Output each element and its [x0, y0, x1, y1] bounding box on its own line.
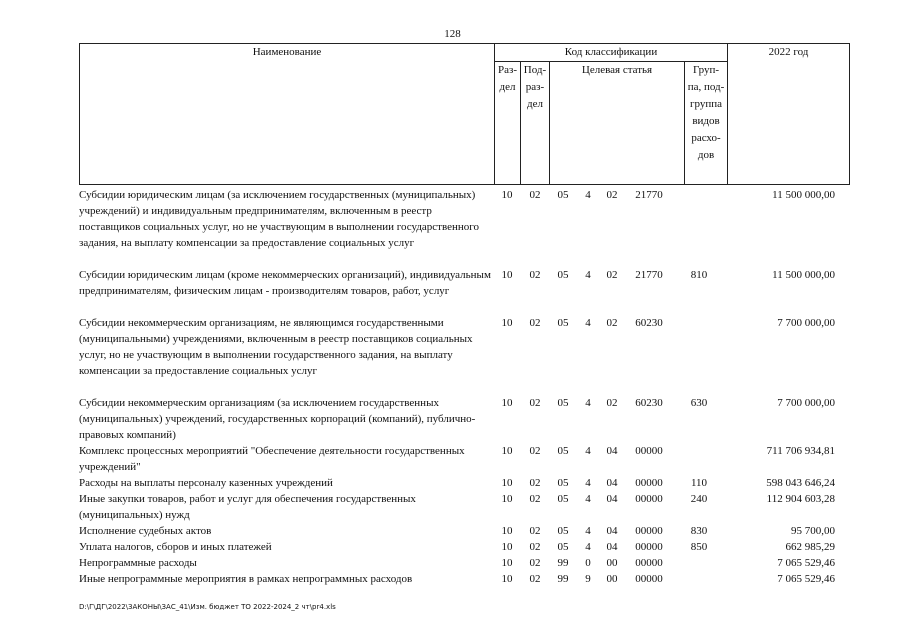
table-row — [79, 555, 845, 571]
table-row — [79, 187, 845, 267]
section-code: 10 — [501, 189, 513, 201]
target-program: 05 — [557, 317, 569, 329]
expense-group: 850 — [690, 541, 708, 553]
amount-2022: 7 700 000,00 — [777, 397, 835, 409]
target-event: 04 — [606, 525, 618, 537]
target-direction: 00000 — [635, 477, 663, 489]
target-program: 99 — [557, 573, 569, 585]
row-name: Исполнение судебных актов — [79, 525, 212, 537]
subsection-code: 02 — [529, 525, 541, 537]
expense-group: 810 — [690, 269, 708, 281]
subsection-code: 02 — [529, 269, 541, 281]
target-event: 02 — [606, 397, 618, 409]
file-path: D:\Г\ДГ\2022\ЗАКОНЫ\ЗАС_41\Изм. бюджет ТО 2022-2024_2 чт\pr4.xls — [79, 603, 336, 611]
section-code: 10 — [501, 493, 513, 505]
amount-2022: 598 043 646,24 — [766, 477, 835, 489]
table-row — [79, 443, 845, 475]
section-code: 10 — [501, 397, 513, 409]
table-header — [79, 43, 850, 185]
section-code: 10 — [501, 573, 513, 585]
header-subsection: Под- раз- дел — [521, 62, 550, 185]
target-direction: 00000 — [635, 525, 663, 537]
target-program: 05 — [557, 445, 569, 457]
table-row — [79, 491, 845, 523]
header-name: Наименование — [80, 44, 495, 185]
target-event: 02 — [606, 317, 618, 329]
target-direction: 00000 — [635, 557, 663, 569]
target-subprogram: 4 — [585, 317, 591, 329]
table-row — [79, 395, 845, 443]
expense-group: 240 — [690, 493, 708, 505]
expense-group — [674, 555, 724, 571]
subsection-code: 02 — [529, 189, 541, 201]
header-target: Целевая статья — [550, 62, 685, 185]
target-subprogram: 4 — [585, 397, 591, 409]
target-event: 04 — [606, 477, 618, 489]
subsection-code: 02 — [529, 317, 541, 329]
target-program: 05 — [557, 541, 569, 553]
table-body — [79, 187, 845, 587]
table-row — [79, 267, 845, 315]
header-code: Код классификации — [495, 44, 728, 62]
target-event: 04 — [606, 493, 618, 505]
row-name: Субсидии некоммерческим организациям, не являющимся государственными (муниципальными) учреждениями, включенным в реестр поставщиков социальных услуг, но не участвующим в выполнении государственного задания, на выплату компенсации за предоставление социальных услуг — [79, 317, 473, 377]
row-name: Иные закупки товаров, работ и услуг для обеспечения государственных (муниципальных) нужд — [79, 493, 416, 521]
target-subprogram: 9 — [585, 573, 591, 585]
table-row — [79, 475, 845, 491]
page-number: 128 — [444, 28, 461, 40]
section-code: 10 — [501, 477, 513, 489]
row-name: Субсидии юридическим лицам (кроме некоммерческих организаций), индивидуальным предпринимателям, физическим лицам - производителям товаров, работ, услуг — [79, 269, 491, 297]
amount-2022: 11 500 000,00 — [772, 189, 835, 201]
row-name: Уплата налогов, сборов и иных платежей — [79, 541, 272, 553]
expense-group: 630 — [690, 397, 708, 409]
amount-2022: 7 065 529,46 — [777, 557, 835, 569]
target-event: 00 — [606, 573, 618, 585]
amount-2022: 7 700 000,00 — [777, 317, 835, 329]
row-name: Непрограммные расходы — [79, 557, 197, 569]
subsection-code: 02 — [529, 557, 541, 569]
subsection-code: 02 — [529, 541, 541, 553]
target-subprogram: 4 — [585, 477, 591, 489]
header-section: Раз- дел — [495, 62, 521, 185]
subsection-code: 02 — [529, 493, 541, 505]
target-program: 05 — [557, 189, 569, 201]
row-name: Комплекс процессных мероприятий "Обеспечение деятельности государственных учреждений" — [79, 445, 465, 473]
amount-2022: 112 904 603,28 — [766, 493, 835, 505]
target-subprogram: 4 — [585, 525, 591, 537]
target-program: 99 — [557, 557, 569, 569]
target-subprogram: 4 — [585, 541, 591, 553]
target-direction: 00000 — [635, 445, 663, 457]
section-code: 10 — [501, 557, 513, 569]
target-subprogram: 4 — [585, 189, 591, 201]
amount-2022: 662 985,29 — [785, 541, 835, 553]
amount-2022: 711 706 934,81 — [766, 445, 835, 457]
target-event: 00 — [606, 557, 618, 569]
subsection-code: 02 — [529, 573, 541, 585]
amount-2022: 95 700,00 — [791, 525, 835, 537]
target-direction: 21770 — [635, 269, 663, 281]
section-code: 10 — [501, 525, 513, 537]
section-code: 10 — [501, 317, 513, 329]
expense-group: 110 — [690, 477, 708, 489]
target-event: 04 — [606, 445, 618, 457]
target-direction: 00000 — [635, 541, 663, 553]
section-code: 10 — [501, 269, 513, 281]
target-event: 04 — [606, 541, 618, 553]
target-program: 05 — [557, 525, 569, 537]
expense-group: 830 — [690, 525, 708, 537]
table-row — [79, 523, 845, 539]
section-code: 10 — [501, 445, 513, 457]
table-row — [79, 571, 845, 587]
target-program: 05 — [557, 397, 569, 409]
target-event: 02 — [606, 189, 618, 201]
subsection-code: 02 — [529, 445, 541, 457]
expense-group — [674, 315, 724, 395]
target-event: 02 — [606, 269, 618, 281]
subsection-code: 02 — [529, 477, 541, 489]
target-program: 05 — [557, 477, 569, 489]
expense-group — [674, 571, 724, 587]
header-year: 2022 год — [728, 44, 850, 185]
target-program: 05 — [557, 269, 569, 281]
row-name: Субсидии юридическим лицам (за исключением государственных (муниципальных) учреждений) и индивидуальным предпринимателям, включенным в реестр поставщиков социальных услуг, но не участвующим в выполнении государственного задания, на выплату компенсации за предоставление социальных услуг — [79, 189, 480, 249]
table-row — [79, 539, 845, 555]
target-direction: 60230 — [635, 397, 663, 409]
row-name: Субсидии некоммерческим организациям (за исключением государственных (муниципальных) учреждений, государственных корпораций (компаний), публично-правовых компаний) — [79, 397, 476, 441]
target-direction: 21770 — [635, 189, 663, 201]
target-direction: 00000 — [635, 493, 663, 505]
target-subprogram: 4 — [585, 445, 591, 457]
expense-group — [674, 187, 724, 267]
subsection-code: 02 — [529, 397, 541, 409]
amount-2022: 11 500 000,00 — [772, 269, 835, 281]
target-program: 05 — [557, 493, 569, 505]
target-subprogram: 0 — [585, 557, 591, 569]
amount-2022: 7 065 529,46 — [777, 573, 835, 585]
target-subprogram: 4 — [585, 493, 591, 505]
table-row — [79, 315, 845, 395]
row-name: Иные непрограммные мероприятия в рамках непрограммных расходов — [79, 573, 413, 585]
expense-group — [674, 443, 724, 475]
target-direction: 60230 — [635, 317, 663, 329]
target-subprogram: 4 — [585, 269, 591, 281]
target-direction: 00000 — [635, 573, 663, 585]
row-name: Расходы на выплаты персоналу казенных учреждений — [79, 477, 333, 489]
section-code: 10 — [501, 541, 513, 553]
header-group: Груп- па, под- группа видов расхо- дов — [685, 62, 728, 185]
